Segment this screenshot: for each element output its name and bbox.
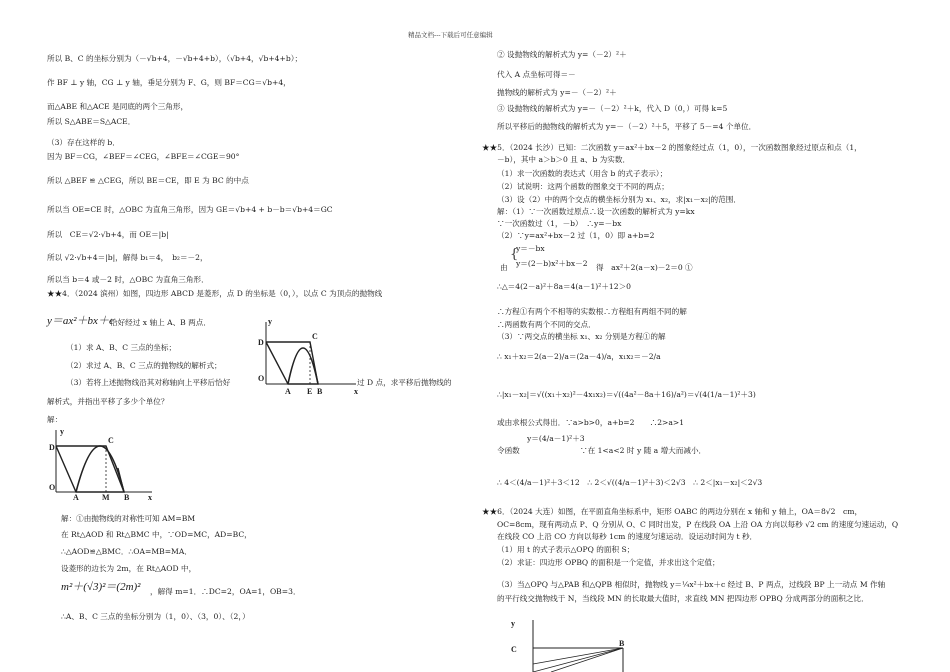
text-line: （3）存在这样的 b． xyxy=(47,138,120,147)
text-line: 所以平移后的抛物线的解析式为 y=－（－2）²＋5，平移了 5－=4 个单位． xyxy=(497,122,757,131)
text-line: ② 设抛物线的解析式为 y=（－2）²＋ xyxy=(497,50,627,59)
text-line: 解析式，并指出平移了多少个单位？ xyxy=(47,397,169,406)
problem-heading: ★★4．（2024 滨州）如图，四边形 ABCD 是菱形，点 D 的坐标是（0，），以点 C 为顶点的抛物线 xyxy=(47,289,383,298)
axis-label: x xyxy=(148,493,152,502)
brace: { xyxy=(510,247,519,262)
text-line: －b），其中 a＞b＞0 且 a、b 为实数． xyxy=(497,155,631,164)
equation: y＝(2－b)x²＋bx－2 xyxy=(516,259,588,268)
text-line: （2）求过 A、B、C 三点的抛物线的解析式； xyxy=(66,361,222,370)
point-label: O xyxy=(258,374,265,383)
text-line: 所以 △BEF ≌ △CEG，所以 BE＝CE，即 E 为 BC 的中点 xyxy=(47,176,249,185)
text-line: （2）求证：四边形 OPBQ 的面积是一个定值，并求出这个定值； xyxy=(497,558,720,567)
text-line: 所以 CE＝√2·√b+4，而 OE＝|b| xyxy=(47,230,169,239)
page-header: 精品文档---下载后可任意编辑 xyxy=(408,31,493,39)
text-line: OC=8cm，现有两动点 P、Q 分别从 O、C 同时出发，P 在线段 OA 上沿 OA 方向以每秒 √2 cm 的速度匀速运动，Q xyxy=(497,520,899,529)
equation: ∴|x₁－x₂|＝√((x₁＋x₂)²－4x₁x₂)＝√((4a²－8a＋16)/a²)＝√(4(1/a－1)²＋3) xyxy=(497,390,756,399)
text-line: 所以当 OE=CE 时，△OBC 为直角三角形，因为 GE＝√b+4 + b－b＝√b+4＝GC xyxy=(47,205,333,214)
text-line: 所以 B、C 的坐标分别为（－√b+4，－√b+4+b），（√b+4，√b+4+b）； xyxy=(47,54,303,63)
text-line: 令函数 xyxy=(497,446,520,455)
figure-rhombus-parabola xyxy=(250,317,360,396)
text-line: 由 xyxy=(500,263,508,272)
text-line: 在线段 CO 上沿 CO 方向以每秒 1cm 的速度匀速运动．设运动时间为 t 秒． xyxy=(497,532,758,541)
text-line: 的平行线交抛物线于 N，当线段 MN 的长取最大值时，求直线 MN 把四边形 OPBQ 分成两部分的面积之比． xyxy=(497,594,869,603)
text-line: （1）求一次函数的表达式（用含 b 的式子表示）； xyxy=(497,169,668,178)
text-line: ，解得 m=1．∴DC=2，OA=1，OB=3． xyxy=(150,587,301,596)
text-line: 所以 √2·√b+4＝|b|，解得 b₁＝4， b₂＝－2， xyxy=(47,253,208,262)
text-line: （1）求 A、B、C 三点的坐标； xyxy=(66,343,177,352)
axis-label: y xyxy=(268,317,272,326)
problem-heading: ★★5．（2024 长沙）已知：二次函数 y＝ax²＋bx－2 的图象经过点（1，0），一次函数图象经过原点和点（1， xyxy=(482,143,862,152)
text-line: ∴方程①有两个不相等的实数根∴方程组有两组不同的解 xyxy=(497,307,687,316)
text-line: 过 D 点，求平移后抛物线的 xyxy=(357,378,452,387)
text-line: ∵一次函数过（1，－b） ∴y=－bx xyxy=(497,219,622,228)
equation: m²＋(√3)²＝(2m)² xyxy=(61,581,141,593)
text-line: （2）试说明：这两个函数的图象交于不同的两点； xyxy=(497,182,669,191)
point-label: C xyxy=(108,436,114,445)
text-line: 而△ABE 和△ACE 是同底的两个三角形， xyxy=(47,102,189,111)
text-line: 作 BF ⊥ y 轴，CG ⊥ y 轴，垂足分别为 F、G，则 BF＝CG＝√b+4， xyxy=(47,78,291,87)
equation: ∴ x₁＋x₂＝2(a－2)/a＝(2a－4)/a，x₁x₂＝－2/a xyxy=(497,352,661,361)
axis-label: y xyxy=(511,619,515,628)
problem-heading: ★★6．（2024 大连）如图，在平面直角坐标系中，矩形 OABC 的两边分别在 x 轴和 y 轴上，OA＝8√2 cm， xyxy=(482,507,863,516)
text-line: 解： xyxy=(47,415,63,424)
point-label: M xyxy=(102,493,110,502)
point-label: O xyxy=(49,483,56,492)
point-label: A xyxy=(73,493,79,502)
text-line: 在 Rt△AOD 和 Rt△BMC 中，∵OD=MC，AD=BC， xyxy=(61,530,252,539)
text-line: 解：①由抛物线的对称性可知 AM=BM xyxy=(61,514,196,523)
point-label: D xyxy=(49,443,55,452)
text-line: ∴两函数有两个不同的交点． xyxy=(497,320,596,329)
equation: y＝－bx xyxy=(516,244,545,253)
text-line: 因为 BF＝CG，∠BEF＝∠CEG，∠BFE＝∠CGE＝90° xyxy=(47,152,240,161)
text-line: ③ 设抛物线的解析式为 y=－（－2）²＋k，代入 D（0，）可得 k=5 xyxy=(497,104,728,113)
text-line: （2）∵y=ax²+bx－2 过（1，0）即 a+b=2 xyxy=(497,231,655,240)
equation: y＝ax²＋bx＋c xyxy=(47,315,114,327)
equation: 得 ax²＋2(a－x)－2＝0 ① xyxy=(596,263,693,272)
figure-solution xyxy=(46,427,158,502)
equation: ∴ 4＜(4/a－1)²＋3＜12 ∴ 2＜√((4/a－1)²＋3)＜2√3 ∴ 2＜|x₁－x₂|＜2√3 xyxy=(497,478,763,487)
equation: y＝(4/a－1)²＋3 xyxy=(527,434,585,443)
figure-rectangle xyxy=(505,616,665,672)
text-line: 设菱形的边长为 2m，在 Rt△AOD 中， xyxy=(61,564,197,573)
point-label: C xyxy=(312,332,318,341)
text-line: （3）设（2）中的两个交点的横坐标分别为 x₁、x₂，求|x₁－x₂|的范围． xyxy=(497,195,741,204)
text-line: ∴△AOD≌△BMC．∴OA=MB=MA． xyxy=(61,547,192,556)
point-label: C xyxy=(511,645,517,654)
text-line: （3）若将上述抛物线沿其对称轴向上平移后恰好 xyxy=(66,378,231,387)
axis-label: x xyxy=(354,387,358,396)
text-line: ∴A、B、C 三点的坐标分别为（1，0）、（3，0）、（2，） xyxy=(61,612,250,621)
point-label: B xyxy=(317,387,323,396)
point-label: B xyxy=(619,639,625,648)
text-line: 抛物线的解析式为 y=－（－2）²＋ xyxy=(497,88,617,97)
text-line: 恰好经过 x 轴上 A、B 两点． xyxy=(110,318,211,327)
point-label: D xyxy=(258,338,264,347)
text-line: 或由求根公式得出．∵a>b>0，a+b=2 ∴2>a>1 xyxy=(497,418,685,427)
text-line: 代入 A 点坐标可得＝－ xyxy=(497,70,576,79)
text-line: 所以当 b＝4 或－2 时，△OBC 为直角三角形． xyxy=(47,275,209,284)
text-line: 解：（1）∵一次函数过原点∴设一次函数的解析式为 y=kx xyxy=(497,207,695,216)
text-line: 所以 S△ABE＝S△ACE． xyxy=(47,117,136,126)
text-line: （3）当△OPQ 与△PAB 和△QPB 相似时，抛物线 y＝¼x²＋bx＋c 经过 B、P 两点，过线段 BP 上一动点 M 作轴 xyxy=(497,580,886,589)
text-line: （1）用 t 的式子表示△OPQ 的面积 S； xyxy=(497,545,635,554)
point-label: A xyxy=(285,387,291,396)
text-line: ∵在 1<a<2 时 y 随 a 增大而减小． xyxy=(580,446,707,455)
equation: ∴△＝4(2－a)²＋8a＝4(a－1)²＋12＞0 xyxy=(497,282,631,291)
point-label: E xyxy=(307,387,313,396)
point-label: B xyxy=(124,493,130,502)
axis-label: y xyxy=(60,427,64,436)
text-line: （3）∵两交点的横坐标 x₁、x₂ 分别是方程①的解 xyxy=(497,332,666,341)
